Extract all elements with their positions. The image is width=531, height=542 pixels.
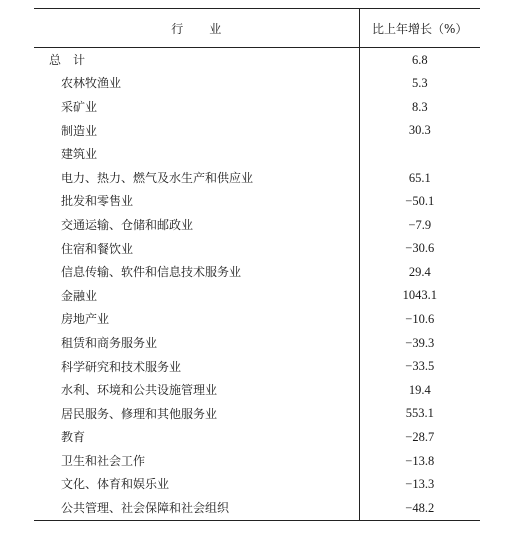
industry-header-char-1: 行	[171, 21, 184, 36]
growth-value: 29.4	[408, 264, 431, 279]
table-row	[34, 308, 480, 332]
table-row	[34, 331, 480, 355]
header-row	[34, 9, 480, 48]
industry-name: 居民服务、修理和其他服务业	[34, 402, 359, 426]
industry-name: 交通运输、仓储和邮政业	[34, 213, 359, 237]
growth-value: 6.8	[411, 52, 428, 67]
table-row	[34, 237, 480, 261]
industry-name: 总 计	[34, 48, 359, 72]
table-header	[34, 9, 480, 48]
growth-value: 30.3	[408, 123, 431, 138]
growth-value: −39.3	[405, 335, 435, 350]
growth-value: −7.9	[408, 217, 432, 232]
growth-value: −30.6	[405, 241, 435, 256]
table-row	[34, 142, 480, 166]
industry-name: 住宿和餐饮业	[34, 237, 359, 261]
growth-value: 1043.1	[402, 288, 437, 303]
table-row	[34, 48, 480, 72]
industry-name: 公共管理、社会保障和社会组织	[34, 496, 359, 520]
industry-name: 批发和零售业	[34, 190, 359, 214]
table-row	[34, 260, 480, 284]
industry-name: 建筑业	[34, 142, 359, 166]
industry-name: 金融业	[34, 284, 359, 308]
growth-value: 5.3	[411, 76, 428, 91]
industry-name: 文化、体育和娱乐业	[34, 473, 359, 497]
industry-name: 科学研究和技术服务业	[34, 355, 359, 379]
industry-name: 水利、环境和公共设施管理业	[34, 378, 359, 402]
industry-growth-table-container	[34, 8, 480, 521]
industry-name: 教育	[34, 426, 359, 450]
industry-name: 租赁和商务服务业	[34, 331, 359, 355]
industry-header-char-2: 业	[209, 21, 222, 36]
growth-value: −13.8	[405, 453, 435, 468]
growth-value	[359, 142, 480, 166]
industry-growth-table	[34, 8, 480, 521]
table-row	[34, 426, 480, 450]
table-row	[34, 95, 480, 119]
growth-value: −50.1	[405, 194, 435, 209]
industry-name: 信息传输、软件和信息技术服务业	[34, 260, 359, 284]
growth-value: −48.2	[359, 496, 480, 520]
table-row	[34, 190, 480, 214]
industry-column-header	[34, 9, 359, 48]
table-row	[34, 473, 480, 497]
growth-value: 19.4	[408, 382, 431, 397]
table-row	[34, 284, 480, 308]
industry-name: 卫生和社会工作	[34, 449, 359, 473]
table-row	[34, 496, 480, 520]
growth-value: −13.3	[405, 477, 435, 492]
industry-name: 采矿业	[34, 95, 359, 119]
table-row	[34, 213, 480, 237]
growth-column-header: 比上年增长（%）	[359, 9, 480, 48]
growth-value: −28.7	[405, 430, 435, 445]
industry-name: 制造业	[34, 119, 359, 143]
table-row	[34, 72, 480, 96]
growth-value: −33.5	[405, 359, 435, 374]
table-row	[34, 355, 480, 379]
table-row	[34, 378, 480, 402]
growth-value: 553.1	[405, 406, 434, 421]
table-row	[34, 449, 480, 473]
industry-name: 房地产业	[34, 308, 359, 332]
table-row	[34, 166, 480, 190]
growth-value: 8.3	[411, 99, 428, 114]
table-row	[34, 402, 480, 426]
table-body	[34, 48, 480, 521]
industry-name: 农林牧渔业	[34, 72, 359, 96]
growth-value: 65.1	[408, 170, 431, 185]
industry-name: 电力、热力、燃气及水生产和供应业	[34, 166, 359, 190]
growth-value: −10.6	[405, 312, 435, 327]
table-row	[34, 119, 480, 143]
